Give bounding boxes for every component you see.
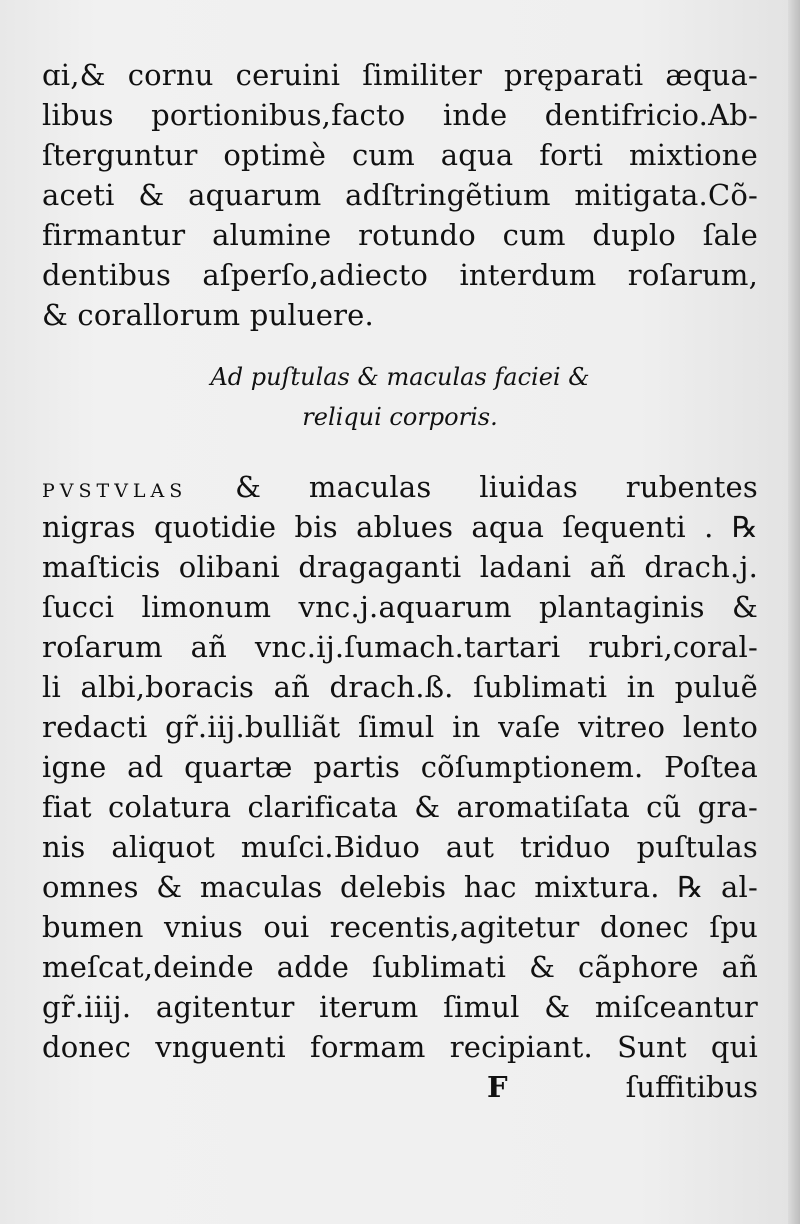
section-heading: reliqui corporis.	[302, 403, 498, 431]
text-line: maſticis olibani dragaganti ladani añ drach.j.	[42, 550, 758, 584]
text-line: ſucci limonum vnc.j.aquarum plantaginis &	[42, 590, 758, 624]
text-line: & corallorum puluere.	[42, 298, 374, 332]
section-heading: Ad puſtulas & maculas faciei &	[210, 363, 590, 391]
text-line: gr̃.iiij. agitentur iterum ſimul & miſceantur	[42, 990, 758, 1024]
text-line: ſterguntur optimè cum aqua forti mixtione	[42, 138, 758, 172]
signature-mark: F	[487, 1070, 508, 1104]
text-line: ɑi,& cornu ceruini ſimiliter pręparati æqua-	[42, 58, 758, 92]
spacer	[42, 437, 758, 467]
text-line: aceti & aquarum adſtringẽtium mitigata.Cõ-	[42, 178, 758, 212]
text-line: li albi,boracis añ drach.ß. ſublimati in puluẽ	[42, 670, 758, 704]
catchword: ſuffitibus	[625, 1070, 758, 1104]
text-line: donec vnguenti formam recipiant. Sunt qui	[42, 1030, 758, 1064]
text-line: libus portionibus,facto inde dentifricio.Ab-	[42, 98, 758, 132]
opening-capitals: PVSTVLAS	[42, 480, 188, 502]
text-line: igne ad quartæ partis cõſumptionem. Poſtea	[42, 750, 758, 784]
page-footer	[42, 1067, 758, 1107]
text-line: roſarum añ vnc.ij.ſumach.tartari rubri,coral-	[42, 630, 758, 664]
text-line: meſcat,deinde adde ſublimati & cãphore añ	[42, 950, 758, 984]
text-line: bumen vnius oui recentis,agitetur donec ſpu	[42, 910, 758, 944]
text-line: omnes & maculas delebis hac mixtura. ℞ al-	[42, 870, 758, 904]
spacer	[42, 335, 758, 357]
text-line: nigras quotidie bis ablues aqua ſequenti . ℞	[42, 510, 758, 544]
text-line: nis aliquot muſci.Biduo aut triduo puſtulas	[42, 830, 758, 864]
text-line: redacti gr̃.iij.bulliãt ſimul in vaſe vitreo lento	[42, 710, 758, 744]
text-line: firmantur alumine rotundo cum duplo ſale	[42, 218, 758, 252]
text-line: dentibus aſperſo,adiecto interdum roſarum,	[42, 258, 758, 292]
text-line: fiat colatura clarificata & aromatiſata cũ gra-	[42, 790, 758, 824]
opening-text: & maculas liuidas rubentes	[187, 470, 758, 504]
page-edge-shadow	[788, 0, 800, 1224]
page-text	[42, 55, 758, 1107]
text-line-opening	[42, 467, 758, 507]
